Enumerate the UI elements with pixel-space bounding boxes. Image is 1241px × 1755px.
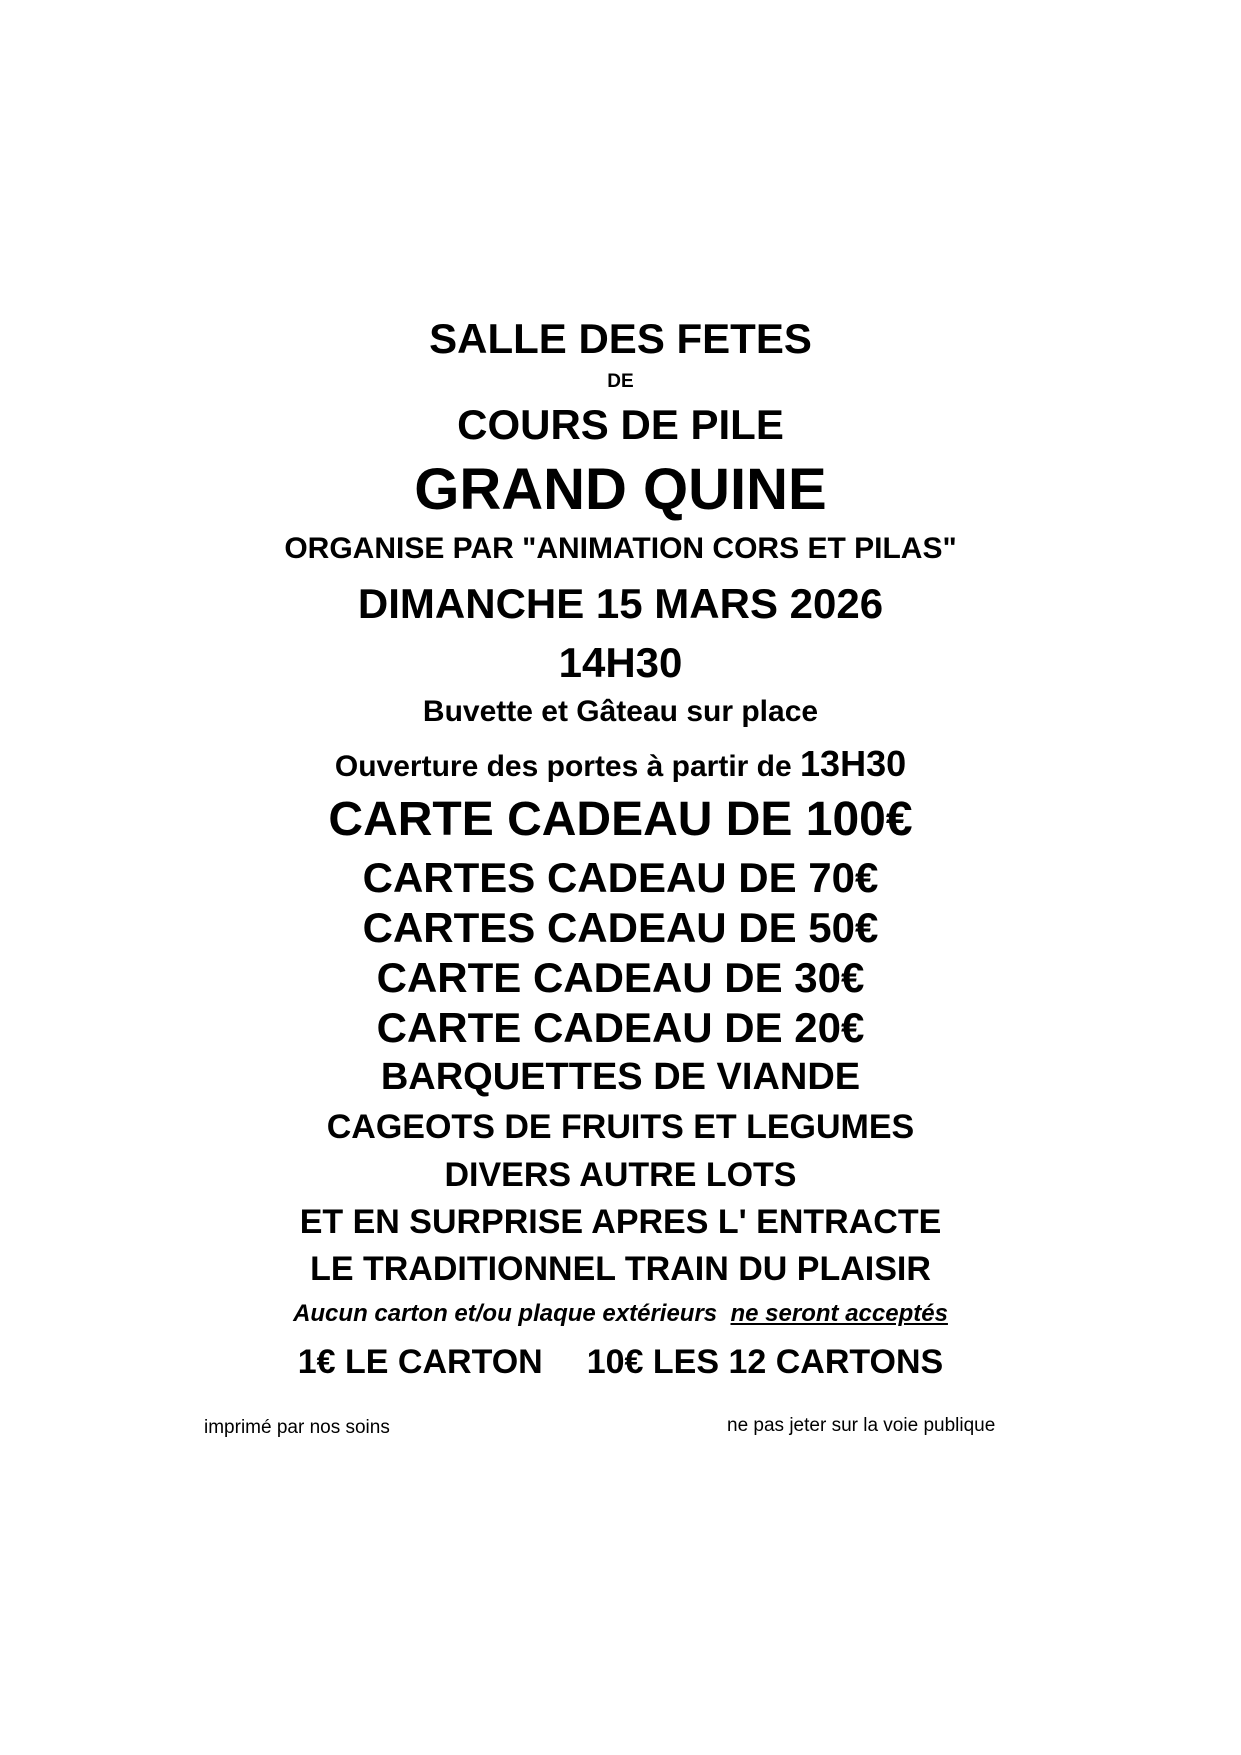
refreshments: Buvette et Gâteau sur place [422, 695, 819, 728]
footer-disposal-notice: ne pas jeter sur la voie publique [727, 1415, 996, 1436]
price-single: 1€ LE CARTON [297, 1343, 543, 1381]
price-bulk: 10€ LES 12 CARTONS [586, 1343, 944, 1381]
prize-3: CARTES CADEAU DE 50€ [362, 904, 879, 951]
prize-4: CARTE CADEAU DE 30€ [376, 954, 865, 1001]
prices [0, 1345, 1241, 1379]
prize-8: DIVERS AUTRE LOTS [444, 1156, 797, 1194]
organizer: ORGANISE PAR "ANIMATION CORS ET PILAS" [284, 532, 957, 565]
notice-emphasis: ne seront acceptés [730, 1300, 948, 1327]
prize-5: CARTE CADEAU DE 20€ [376, 1004, 865, 1051]
prize-2: CARTES CADEAU DE 70€ [362, 854, 879, 901]
venue-line-2: DE [607, 371, 634, 392]
venue-line-1: SALLE DES FETES [429, 315, 812, 362]
doors-opening [0, 743, 1241, 784]
notice [0, 1302, 1241, 1326]
prize-1: CARTE CADEAU DE 100€ [328, 793, 913, 846]
venue-line-3: COURS DE PILE [457, 401, 784, 448]
notice-text: Aucun carton et/ou plaque extérieurs [293, 1300, 731, 1327]
event-date: DIMANCHE 15 MARS 2026 [357, 580, 884, 627]
prize-6: BARQUETTES DE VIANDE [380, 1056, 861, 1098]
doors-prefix: Ouverture des portes à partir de [334, 750, 801, 783]
event-time: 14H30 [558, 639, 683, 686]
event-title: GRAND QUINE [414, 457, 827, 522]
doors-time: 13H30 [800, 743, 907, 784]
prize-9: ET EN SURPRISE APRES L' ENTRACTE [299, 1203, 942, 1241]
prize-7: CAGEOTS DE FRUITS ET LEGUMES [326, 1108, 915, 1146]
footer-printed-by: imprimé par nos soins [204, 1417, 390, 1438]
prize-10: LE TRADITIONNEL TRAIN DU PLAISIR [310, 1250, 931, 1288]
